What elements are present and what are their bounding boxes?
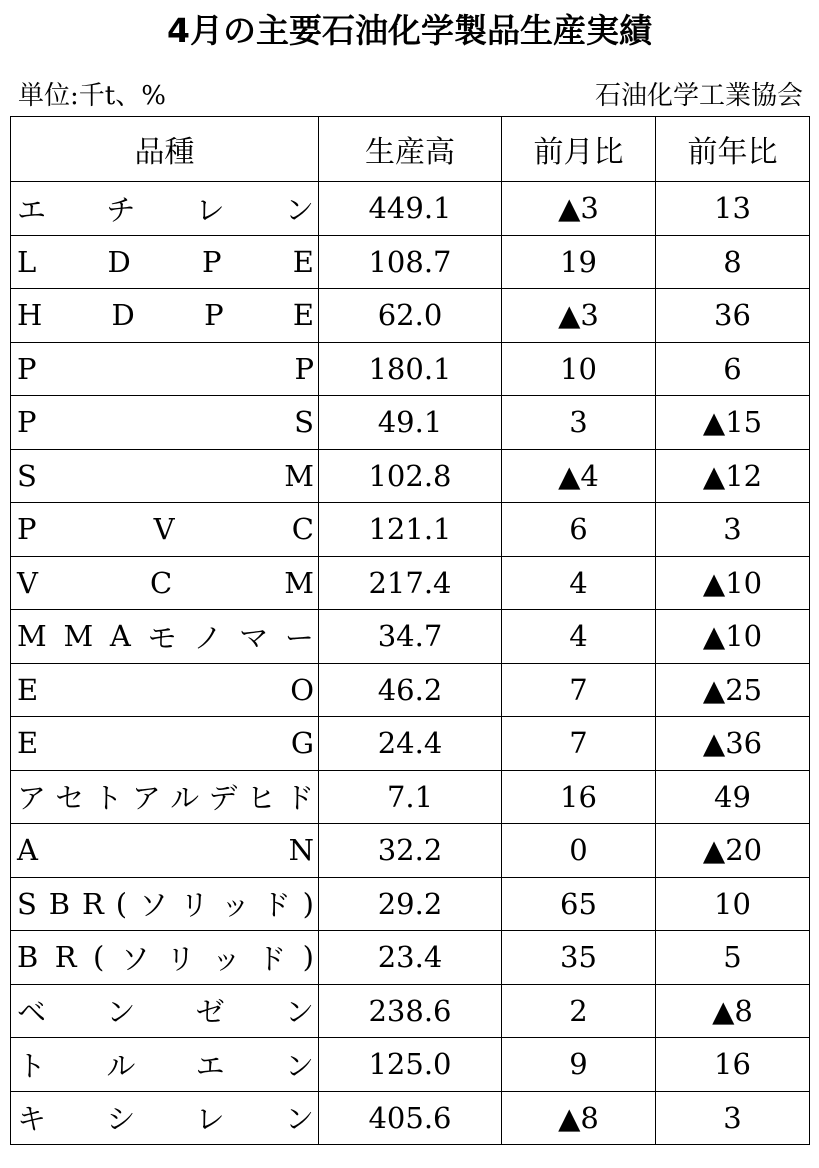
yoy-cell: 5 (656, 931, 810, 985)
product-name: P P (17, 351, 314, 386)
mom-cell: 7 (502, 717, 656, 771)
production-cell: 62.0 (319, 289, 502, 343)
product-name-cell (11, 235, 319, 289)
production-cell: 34.7 (319, 610, 502, 664)
yoy-cell: 10 (656, 877, 810, 931)
production-table (10, 116, 810, 1145)
product-name: M M A モ ノ マ ー (17, 619, 314, 655)
table-body (11, 182, 810, 1145)
product-name-cell (11, 824, 319, 878)
production-cell: 102.8 (319, 449, 502, 503)
table-row (11, 610, 810, 664)
mom-cell: 16 (502, 770, 656, 824)
yoy-cell: 3 (656, 1091, 810, 1145)
yoy-cell: 16 (656, 1038, 810, 1092)
mom-cell: 4 (502, 610, 656, 664)
yoy-cell: 13 (656, 182, 810, 236)
mom-cell: 2 (502, 984, 656, 1038)
product-name-cell (11, 877, 319, 931)
table-row (11, 931, 810, 985)
table-row (11, 663, 810, 717)
yoy-cell: ▲15 (656, 396, 810, 450)
product-name: L D P E (17, 244, 314, 279)
production-cell: 405.6 (319, 1091, 502, 1145)
production-cell: 108.7 (319, 235, 502, 289)
mom-cell: 65 (502, 877, 656, 931)
mom-cell: ▲3 (502, 182, 656, 236)
product-name: ト ル エ ン (17, 1048, 314, 1083)
production-cell: 46.2 (319, 663, 502, 717)
product-name: E O (17, 672, 314, 707)
table-row (11, 235, 810, 289)
production-cell: 180.1 (319, 342, 502, 396)
table-row (11, 182, 810, 236)
table-row (11, 449, 810, 503)
production-cell: 121.1 (319, 503, 502, 557)
product-name-cell (11, 610, 319, 664)
table-row (11, 396, 810, 450)
header-mom: 前月比 (502, 117, 656, 182)
product-name-cell (11, 770, 319, 824)
header-row (11, 117, 810, 182)
mom-cell: 0 (502, 824, 656, 878)
production-cell: 23.4 (319, 931, 502, 985)
mom-cell: 9 (502, 1038, 656, 1092)
production-cell: 24.4 (319, 717, 502, 771)
table-row (11, 503, 810, 557)
mom-cell: 6 (502, 503, 656, 557)
unit-label: 単位:千t、% (18, 81, 166, 111)
product-name: ア セ ト ア ル デ ヒ ド (17, 781, 314, 816)
table-row (11, 770, 810, 824)
product-name-cell (11, 1038, 319, 1092)
product-name: エ チ レ ン (17, 192, 314, 227)
yoy-cell: ▲10 (656, 556, 810, 610)
production-cell: 238.6 (319, 984, 502, 1038)
page-title: 4月の主要石油化学製品生産実績 (167, 11, 652, 50)
product-name-cell (11, 289, 319, 343)
yoy-cell: ▲36 (656, 717, 810, 771)
product-name: H D P E (17, 298, 314, 333)
yoy-cell: ▲10 (656, 610, 810, 664)
table-row (11, 824, 810, 878)
product-name: ベ ン ゼ ン (17, 995, 314, 1030)
header-production: 生産高 (319, 117, 502, 182)
yoy-cell: 6 (656, 342, 810, 396)
yoy-cell: 8 (656, 235, 810, 289)
mom-cell: 35 (502, 931, 656, 985)
mom-cell: 19 (502, 235, 656, 289)
yoy-cell: ▲25 (656, 663, 810, 717)
mom-cell: ▲3 (502, 289, 656, 343)
product-name: S M (17, 458, 314, 493)
product-name-cell (11, 396, 319, 450)
yoy-cell: ▲20 (656, 824, 810, 878)
yoy-cell: 49 (656, 770, 810, 824)
mom-cell: ▲8 (502, 1091, 656, 1145)
product-name: P V C (17, 512, 314, 547)
table-row (11, 984, 810, 1038)
mom-cell: ▲4 (502, 449, 656, 503)
production-cell: 49.1 (319, 396, 502, 450)
product-name: E G (17, 726, 314, 761)
mom-cell: 4 (502, 556, 656, 610)
product-name: V C M (17, 565, 314, 600)
table-row (11, 1038, 810, 1092)
yoy-cell: ▲12 (656, 449, 810, 503)
production-cell: 125.0 (319, 1038, 502, 1092)
product-name-cell (11, 503, 319, 557)
header-yoy: 前年比 (656, 117, 810, 182)
mom-cell: 10 (502, 342, 656, 396)
product-name: S B R ( ソ リ ッ ド ) (17, 886, 314, 923)
table-row (11, 1091, 810, 1145)
product-name: A N (17, 833, 314, 868)
product-name-cell (11, 984, 319, 1038)
product-name-cell (11, 931, 319, 985)
mom-cell: 3 (502, 396, 656, 450)
product-name-cell (11, 182, 319, 236)
yoy-cell: 36 (656, 289, 810, 343)
source-label: 石油化学工業協会 (594, 81, 803, 111)
production-cell: 449.1 (319, 182, 502, 236)
product-name-cell (11, 342, 319, 396)
header-product: 品種 (11, 117, 319, 182)
production-cell: 32.2 (319, 824, 502, 878)
product-name-cell (11, 556, 319, 610)
yoy-cell: ▲8 (656, 984, 810, 1038)
table-row (11, 556, 810, 610)
table-row (11, 877, 810, 931)
production-cell: 7.1 (319, 770, 502, 824)
table-row (11, 717, 810, 771)
product-name-cell (11, 449, 319, 503)
product-name: P S (17, 405, 314, 440)
production-cell: 217.4 (319, 556, 502, 610)
mom-cell: 7 (502, 663, 656, 717)
product-name-cell (11, 1091, 319, 1145)
production-cell: 29.2 (319, 877, 502, 931)
yoy-cell: 3 (656, 503, 810, 557)
table-row (11, 342, 810, 396)
table-row (11, 289, 810, 343)
product-name: B R ( ソ リ ッ ド ) (17, 940, 314, 976)
product-name: キ シ レ ン (17, 1102, 314, 1137)
product-name-cell (11, 717, 319, 771)
product-name-cell (11, 663, 319, 717)
